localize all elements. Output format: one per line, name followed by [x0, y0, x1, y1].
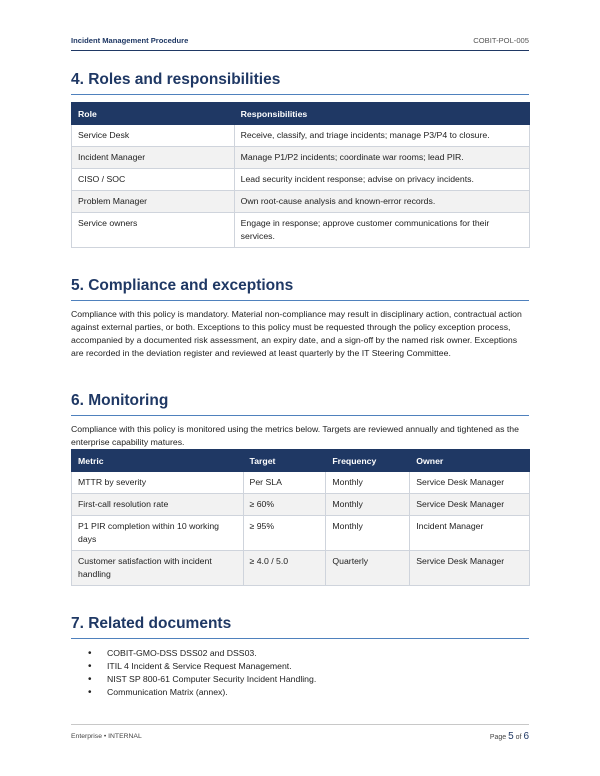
- role-cell: Problem Manager: [72, 191, 235, 213]
- section-title-monitoring: 6. Monitoring: [71, 391, 529, 416]
- responsibility-cell: Manage P1/P2 incidents; coordinate war rooms; lead PIR.: [234, 147, 529, 169]
- column-header: Target: [243, 450, 326, 472]
- column-header: Responsibilities: [234, 103, 529, 125]
- section-title-compliance: 5. Compliance and exceptions: [71, 276, 529, 301]
- column-header: Metric: [72, 450, 244, 472]
- section-title-roles: 4. Roles and responsibilities: [71, 70, 529, 95]
- list-item: • ITIL 4 Incident & Service Request Management.: [71, 660, 316, 673]
- target-cell: Per SLA: [243, 472, 326, 494]
- table-row: [72, 191, 530, 213]
- column-header: Role: [72, 103, 235, 125]
- page-number: 5: [508, 731, 514, 742]
- owner-cell: Incident Manager: [410, 516, 530, 551]
- related-documents-list: [71, 647, 316, 699]
- list-item: • Communication Matrix (annex).: [71, 686, 316, 699]
- metric-cell: MTTR by severity: [72, 472, 244, 494]
- frequency-cell: Monthly: [326, 516, 410, 551]
- page-total: 6: [523, 731, 529, 742]
- metric-cell: P1 PIR completion within 10 working days: [72, 516, 244, 551]
- metric-cell: Customer satisfaction with incident handling: [72, 551, 244, 586]
- list-item: • COBIT-GMO-DSS DSS02 and DSS03.: [71, 647, 316, 660]
- document-id: COBIT-POL-005: [473, 36, 529, 45]
- frequency-cell: Monthly: [326, 472, 410, 494]
- page-of-label: of: [515, 734, 522, 741]
- compliance-paragraph: Compliance with this policy is mandatory. Material non-compliance may result in disciplinary action, contractual action against external parties, or both. Exceptions to this policy must be requested through the policy exception process, accompanied by a documented risk assessment, an expiry date, and a sign-off by the named risk owner. Exceptions are recorded in the deviation register and reviewed at least quarterly by the IT Steering Committee.: [71, 309, 522, 358]
- role-cell: CISO / SOC: [72, 169, 235, 191]
- responsibility-cell: Own root-cause analysis and known-error records.: [234, 191, 529, 213]
- target-cell: ≥ 4.0 / 5.0: [243, 551, 326, 586]
- table-row: [72, 551, 530, 586]
- section-title-related: 7. Related documents: [71, 614, 529, 639]
- column-header: Owner: [410, 450, 530, 472]
- table-header-row: [72, 450, 530, 472]
- document-title: Incident Management Procedure: [71, 36, 189, 45]
- roles-table: [71, 102, 530, 248]
- responsibility-cell: Lead security incident response; advise on privacy incidents.: [234, 169, 529, 191]
- responsibility-cell: Engage in response; approve customer communications for their services.: [234, 213, 529, 248]
- table-header-row: [72, 103, 530, 125]
- table-row: [72, 147, 530, 169]
- frequency-cell: Monthly: [326, 494, 410, 516]
- owner-cell: Service Desk Manager: [410, 472, 530, 494]
- column-header: Frequency: [326, 450, 410, 472]
- role-cell: Service Desk: [72, 125, 235, 147]
- table-row: [72, 516, 530, 551]
- classification-label: Enterprise • INTERNAL: [71, 733, 142, 740]
- owner-cell: Service Desk Manager: [410, 551, 530, 586]
- role-cell: Incident Manager: [72, 147, 235, 169]
- table-row: [72, 213, 530, 248]
- page-footer: [71, 724, 529, 745]
- page-header: [71, 36, 529, 51]
- table-row: [72, 169, 530, 191]
- owner-cell: Service Desk Manager: [410, 494, 530, 516]
- table-row: [72, 494, 530, 516]
- table-row: [72, 125, 530, 147]
- monitoring-table: [71, 449, 530, 586]
- metric-cell: First-call resolution rate: [72, 494, 244, 516]
- role-cell: Service owners: [72, 213, 235, 248]
- target-cell: ≥ 95%: [243, 516, 326, 551]
- table-row: [72, 472, 530, 494]
- monitoring-paragraph: Compliance with this policy is monitored using the metrics below. Targets are reviewed annually and tightened as the enterprise capability matures.: [71, 424, 519, 447]
- frequency-cell: Quarterly: [326, 551, 410, 586]
- list-item: • NIST SP 800-61 Computer Security Incident Handling.: [71, 673, 316, 686]
- responsibility-cell: Receive, classify, and triage incidents; manage P3/P4 to closure.: [234, 125, 529, 147]
- page-prefix: Page: [489, 734, 507, 741]
- page-indicator: [490, 731, 529, 742]
- target-cell: ≥ 60%: [243, 494, 326, 516]
